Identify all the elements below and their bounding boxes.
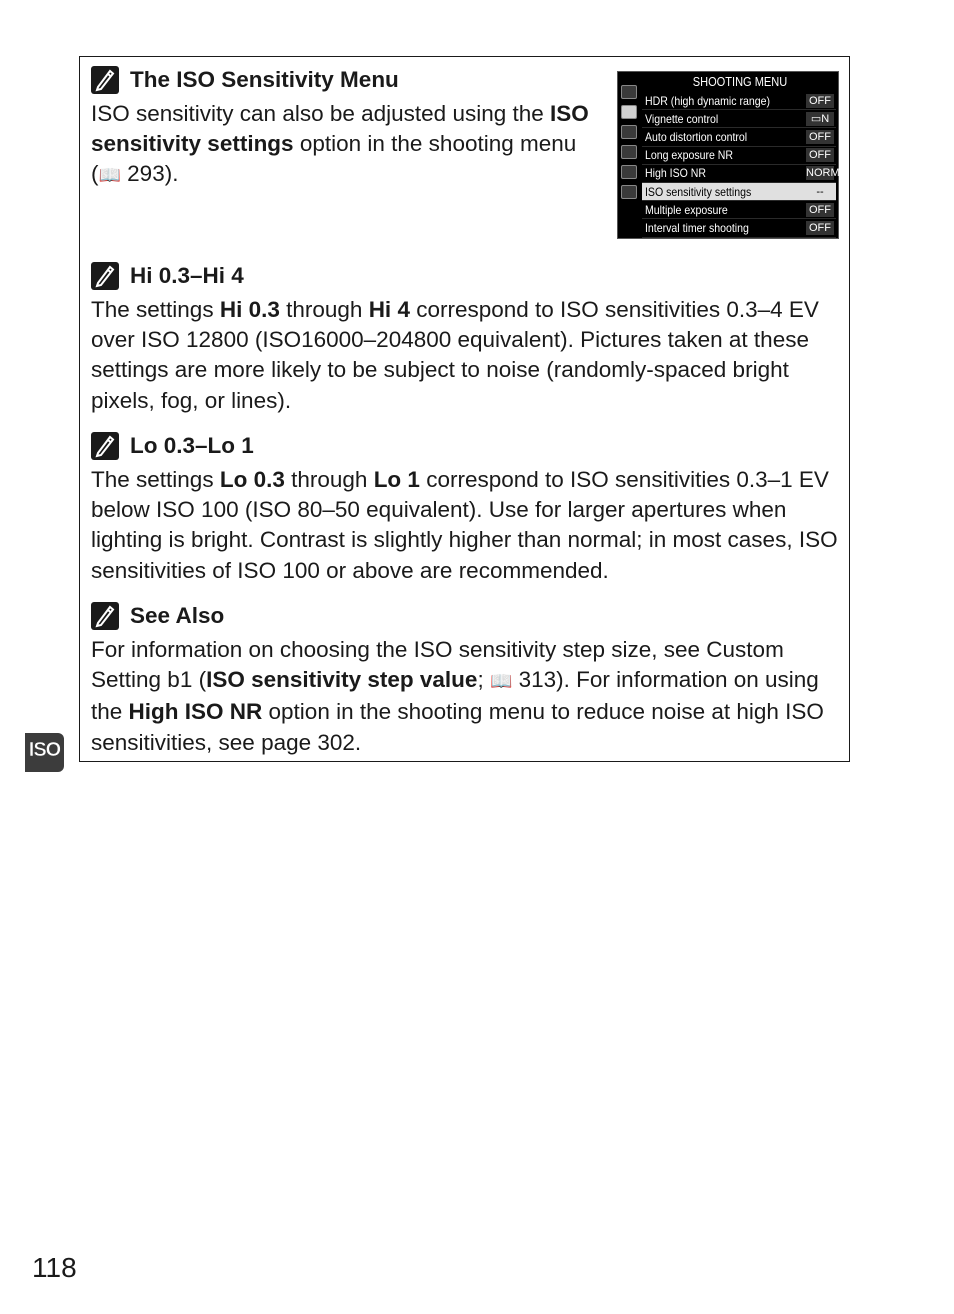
note-title: The ISO Sensitivity Menu: [130, 67, 399, 92]
menu-item-label: High ISO NR: [645, 166, 707, 181]
menu-item-value: OFF: [806, 203, 834, 217]
menu-item-value: ▭N: [806, 112, 834, 126]
camera-tab-icon: [621, 105, 637, 119]
shooting-menu-screenshot: [617, 71, 839, 239]
retouch-tab-icon: [621, 165, 637, 179]
note-hi-settings: [91, 261, 841, 416]
menu-item-value: --: [806, 185, 834, 199]
note-body: The settings Lo 0.3 through Lo 1 correspond to ISO sensitivities 0.3–1 EV below ISO 100 (ISO 80–50 equivalent). Use for larger apertures when lighting is bright. Contrast is slightly higher than normal; in most cases, ISO sensitivities of ISO 100 or above are recommended.: [91, 467, 838, 583]
menu-item[interactable]: [642, 110, 836, 128]
menu-item-value: OFF: [806, 94, 834, 108]
note-title: See Also: [130, 603, 225, 628]
note-body: The settings Hi 0.3 through Hi 4 correspond to ISO sensitivities 0.3–4 EV over ISO 12800 (ISO16000–204800 equivalent). Pictures taken at these settings are more likely to be subject to noise (randomly-spaced bright pixels, fog, or lines).: [91, 297, 819, 413]
menu-item-label: Long exposure NR: [645, 148, 734, 163]
menu-item[interactable]: [642, 219, 836, 237]
note-heading: [91, 431, 841, 461]
book-icon: 📖: [98, 165, 121, 187]
menu-item-value: OFF: [806, 221, 834, 235]
playback-tab-icon: [621, 85, 637, 99]
note-iso-sensitivity-menu: [91, 65, 601, 192]
pencil-tab-icon: [621, 125, 637, 139]
note-heading: [91, 601, 841, 631]
page-reference[interactable]: 293).: [120, 161, 179, 187]
menu-item[interactable]: [642, 147, 836, 165]
menu-option-name: ISO sensitivity settings: [91, 101, 589, 157]
menu-item-label: HDR (high dynamic range): [645, 93, 771, 108]
note-heading: [91, 65, 601, 95]
note-title: Lo 0.3–Lo 1: [130, 433, 254, 458]
notes-box: [79, 56, 850, 762]
pencil-icon: [91, 66, 119, 94]
menu-item-label: Auto distortion control: [645, 129, 748, 144]
menu-item[interactable]: [642, 165, 840, 183]
menu-item[interactable]: [642, 128, 836, 146]
menu-rows: [642, 92, 840, 238]
wrench-tab-icon: [621, 145, 637, 159]
recent-settings-tab-icon: [621, 185, 637, 199]
note-heading: [91, 261, 841, 291]
menu-item-label: Multiple exposure: [645, 202, 728, 217]
menu-item[interactable]: [642, 92, 836, 110]
menu-item[interactable]: [642, 183, 836, 201]
menu-item-value: OFF: [806, 130, 834, 144]
iso-section-tab[interactable]: [25, 733, 64, 772]
menu-item-label: ISO sensitivity settings: [645, 184, 752, 199]
menu-title: SHOOTING MENU: [692, 74, 788, 89]
pencil-icon: [91, 432, 119, 460]
page-reference[interactable]: 313). For information on using the: [91, 667, 819, 725]
note-body: For information on choosing the ISO sensitivity step size, see Custom Setting b1 (ISO sensitivity step value; 📖 313). For information on using the High ISO NR option in the shooting menu to reduce noise at high ISO sensitivities, see page 302.: [91, 637, 824, 755]
section-tab-label: ISO: [28, 739, 61, 761]
note-body: ISO sensitivity can also be adjusted using the ISO sensitivity settings option in the shooting menu (📖 293).: [91, 101, 589, 187]
note-title: Hi 0.3–Hi 4: [130, 263, 244, 288]
page-number: 118: [32, 1252, 77, 1283]
menu-item[interactable]: [642, 201, 836, 219]
menu-item-label: Vignette control: [645, 111, 719, 126]
note-lo-settings: [91, 431, 841, 586]
menu-tab-icons: [620, 82, 640, 205]
menu-item-label: Interval timer shooting: [645, 220, 749, 235]
menu-item-value: NORM: [806, 167, 840, 180]
menu-item-value: OFF: [806, 148, 834, 162]
note-see-also: [91, 601, 841, 758]
pencil-icon: [91, 262, 119, 290]
pencil-icon: [91, 602, 119, 630]
book-icon: 📖: [489, 671, 513, 693]
